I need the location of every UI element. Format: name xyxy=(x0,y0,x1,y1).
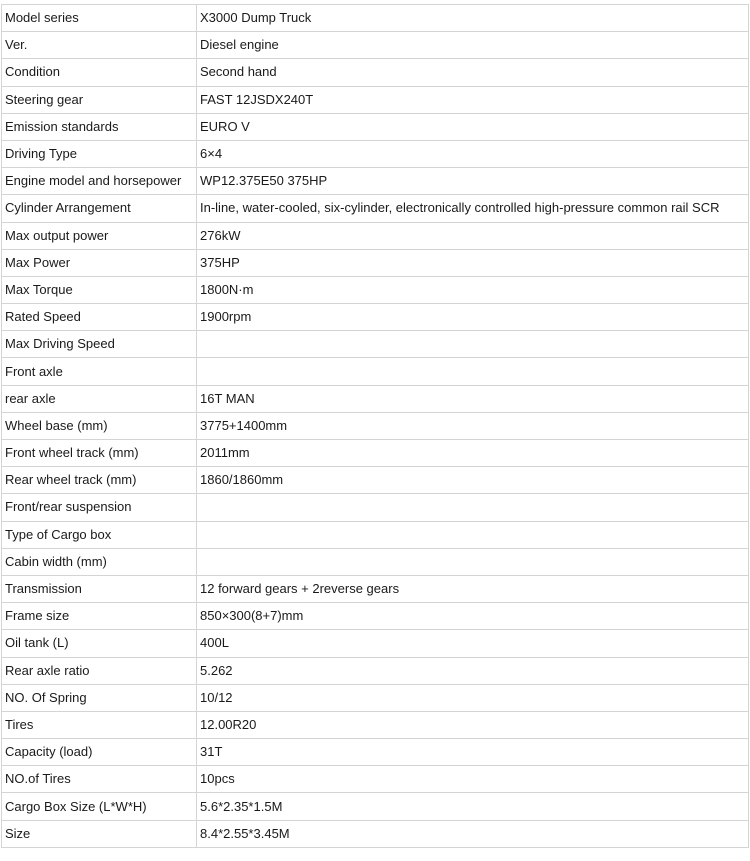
spec-value: WP12.375E50 375HP xyxy=(197,168,749,195)
spec-value: X3000 Dump Truck xyxy=(197,5,749,32)
spec-value: 276kW xyxy=(197,222,749,249)
table-row xyxy=(2,575,749,602)
spec-value: EURO V xyxy=(197,113,749,140)
table-row xyxy=(2,331,749,358)
table-row xyxy=(2,304,749,331)
spec-label: Condition xyxy=(2,59,197,86)
spec-label: Cargo Box Size (L*W*H) xyxy=(2,793,197,820)
spec-label: Tires xyxy=(2,711,197,738)
spec-value: 1800N·m xyxy=(197,276,749,303)
table-row xyxy=(2,140,749,167)
spec-label: Driving Type xyxy=(2,140,197,167)
spec-table-body xyxy=(2,5,749,848)
spec-label: Cylinder Arrangement xyxy=(2,195,197,222)
spec-label: Capacity (load) xyxy=(2,739,197,766)
table-row xyxy=(2,358,749,385)
spec-label: Rear wheel track (mm) xyxy=(2,467,197,494)
spec-value xyxy=(197,521,749,548)
spec-label: Frame size xyxy=(2,603,197,630)
spec-value: FAST 12JSDX240T xyxy=(197,86,749,113)
spec-label: Max Torque xyxy=(2,276,197,303)
spec-value: 375HP xyxy=(197,249,749,276)
spec-value: 31T xyxy=(197,739,749,766)
spec-label: Rear axle ratio xyxy=(2,657,197,684)
table-row xyxy=(2,86,749,113)
spec-value: 1900rpm xyxy=(197,304,749,331)
spec-label: Steering gear xyxy=(2,86,197,113)
table-row xyxy=(2,5,749,32)
table-row xyxy=(2,59,749,86)
spec-value: 8.4*2.55*3.45M xyxy=(197,820,749,847)
table-row xyxy=(2,385,749,412)
spec-value: 400L xyxy=(197,630,749,657)
table-row xyxy=(2,276,749,303)
spec-label: Max Driving Speed xyxy=(2,331,197,358)
table-row xyxy=(2,630,749,657)
table-row xyxy=(2,766,749,793)
spec-label: Emission standards xyxy=(2,113,197,140)
spec-label: Transmission xyxy=(2,575,197,602)
table-row xyxy=(2,440,749,467)
table-row xyxy=(2,657,749,684)
table-row xyxy=(2,494,749,521)
spec-value: 2011mm xyxy=(197,440,749,467)
spec-value: In-line, water-cooled, six-cylinder, electronically controlled high-pressure common rail SCR xyxy=(197,195,749,222)
table-row xyxy=(2,739,749,766)
spec-label: Ver. xyxy=(2,32,197,59)
spec-value xyxy=(197,331,749,358)
spec-label: rear axle xyxy=(2,385,197,412)
table-row xyxy=(2,249,749,276)
table-row xyxy=(2,603,749,630)
table-row xyxy=(2,32,749,59)
spec-value: 10pcs xyxy=(197,766,749,793)
table-row xyxy=(2,684,749,711)
spec-label: Front axle xyxy=(2,358,197,385)
spec-label: Rated Speed xyxy=(2,304,197,331)
spec-label: Max Power xyxy=(2,249,197,276)
spec-label: Size xyxy=(2,820,197,847)
table-row xyxy=(2,793,749,820)
spec-value: 12 forward gears + 2reverse gears xyxy=(197,575,749,602)
spec-label: Front/rear suspension xyxy=(2,494,197,521)
spec-label: Cabin width (mm) xyxy=(2,548,197,575)
spec-value xyxy=(197,358,749,385)
spec-label: Max output power xyxy=(2,222,197,249)
spec-value xyxy=(197,494,749,521)
spec-value: 6×4 xyxy=(197,140,749,167)
spec-label: Model series xyxy=(2,5,197,32)
table-row xyxy=(2,711,749,738)
spec-label: Type of Cargo box xyxy=(2,521,197,548)
table-row xyxy=(2,412,749,439)
spec-label: NO.of Tires xyxy=(2,766,197,793)
spec-table xyxy=(1,4,749,848)
spec-label: Engine model and horsepower xyxy=(2,168,197,195)
spec-value: 16T MAN xyxy=(197,385,749,412)
table-row xyxy=(2,820,749,847)
spec-value xyxy=(197,548,749,575)
spec-label: NO. Of Spring xyxy=(2,684,197,711)
table-row xyxy=(2,195,749,222)
table-row xyxy=(2,168,749,195)
spec-value: 1860/1860mm xyxy=(197,467,749,494)
spec-label: Oil tank (L) xyxy=(2,630,197,657)
spec-value: 10/12 xyxy=(197,684,749,711)
table-row xyxy=(2,113,749,140)
table-row xyxy=(2,521,749,548)
spec-label: Wheel base (mm) xyxy=(2,412,197,439)
spec-value: 5.6*2.35*1.5M xyxy=(197,793,749,820)
spec-label: Front wheel track (mm) xyxy=(2,440,197,467)
spec-value: 3775+1400mm xyxy=(197,412,749,439)
table-row xyxy=(2,222,749,249)
table-row xyxy=(2,548,749,575)
spec-value: Second hand xyxy=(197,59,749,86)
spec-value: 850×300(8+7)mm xyxy=(197,603,749,630)
table-row xyxy=(2,467,749,494)
spec-value: Diesel engine xyxy=(197,32,749,59)
spec-value: 12.00R20 xyxy=(197,711,749,738)
spec-value: 5.262 xyxy=(197,657,749,684)
